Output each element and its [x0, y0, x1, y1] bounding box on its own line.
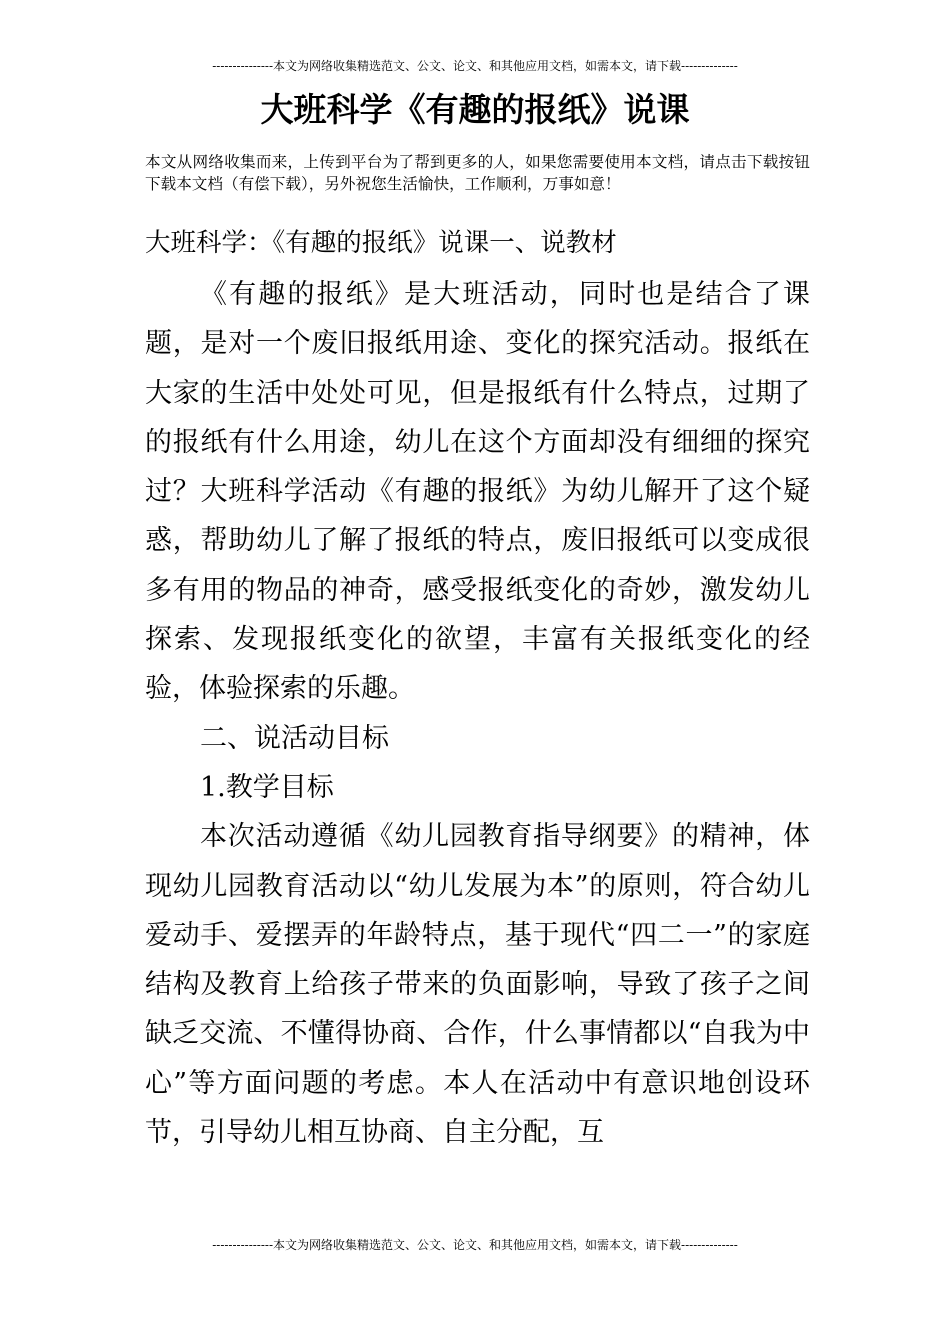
document-body — [145, 223, 810, 1157]
subheading-teaching-goals: 1.教学目标 — [200, 771, 334, 803]
paragraph-textbook: 《有趣的报纸》是大班活动，同时也是结合了课题，是对一个废旧报纸用途、变化的探究活动。报纸在大家的生活中处处可见，但是报纸有什么特点，过期了的报纸有什么用途，幼儿在这个方面却没有细细的探究过？大班科学活动《有趣的报纸》为幼儿解开了这个疑惑，帮助幼儿了解了报纸的特点，废旧报纸可以变成很多有用的物品的神奇，感受报纸变化的奇妙，激发幼儿探索、发现报纸变化的欲望，丰富有关报纸变化的经验，体验探索的乐趣。 — [145, 279, 810, 705]
page-footer: ---------------本文为网络收集精选范文、公文、论文、和其他应用文档，如需本文，请下载-------------- — [212, 1238, 738, 1252]
document-title: 大班科学《有趣的报纸》说课 — [260, 90, 690, 129]
section-heading-first: 大班科学：《有趣的报纸》说课一、说教材 — [145, 228, 617, 258]
section-heading-goals: 二、说活动目标 — [200, 722, 389, 754]
paragraph-teaching-goals: 本次活动遵循《幼儿园教育指导纲要》的精神，体现幼儿园教育活动以“幼儿发展为本”的原则，符合幼儿爱动手、爱摆弄的年龄特点，基于现代“四二一”的家庭结构及教育上给孩子带来的负面影响，导致了孩子之间缺乏交流、不懂得协商、合作，什么事情都以“自我为中心”等方面问题的考虑。本人在活动中有意识地创设环节，引导幼儿相互协商、自主分配，互 — [145, 821, 810, 1149]
intro-notice: 本文从网络收集而来，上传到平台为了帮到更多的人，如果您需要使用本文档，请点击下载按钮下载本文档（有偿下载），另外祝您生活愉快，工作顺利，万事如意！ — [145, 153, 810, 193]
page-header: ---------------本文为网络收集精选范文、公文、论文、和其他应用文档，如需本文，请下载-------------- — [212, 59, 738, 73]
